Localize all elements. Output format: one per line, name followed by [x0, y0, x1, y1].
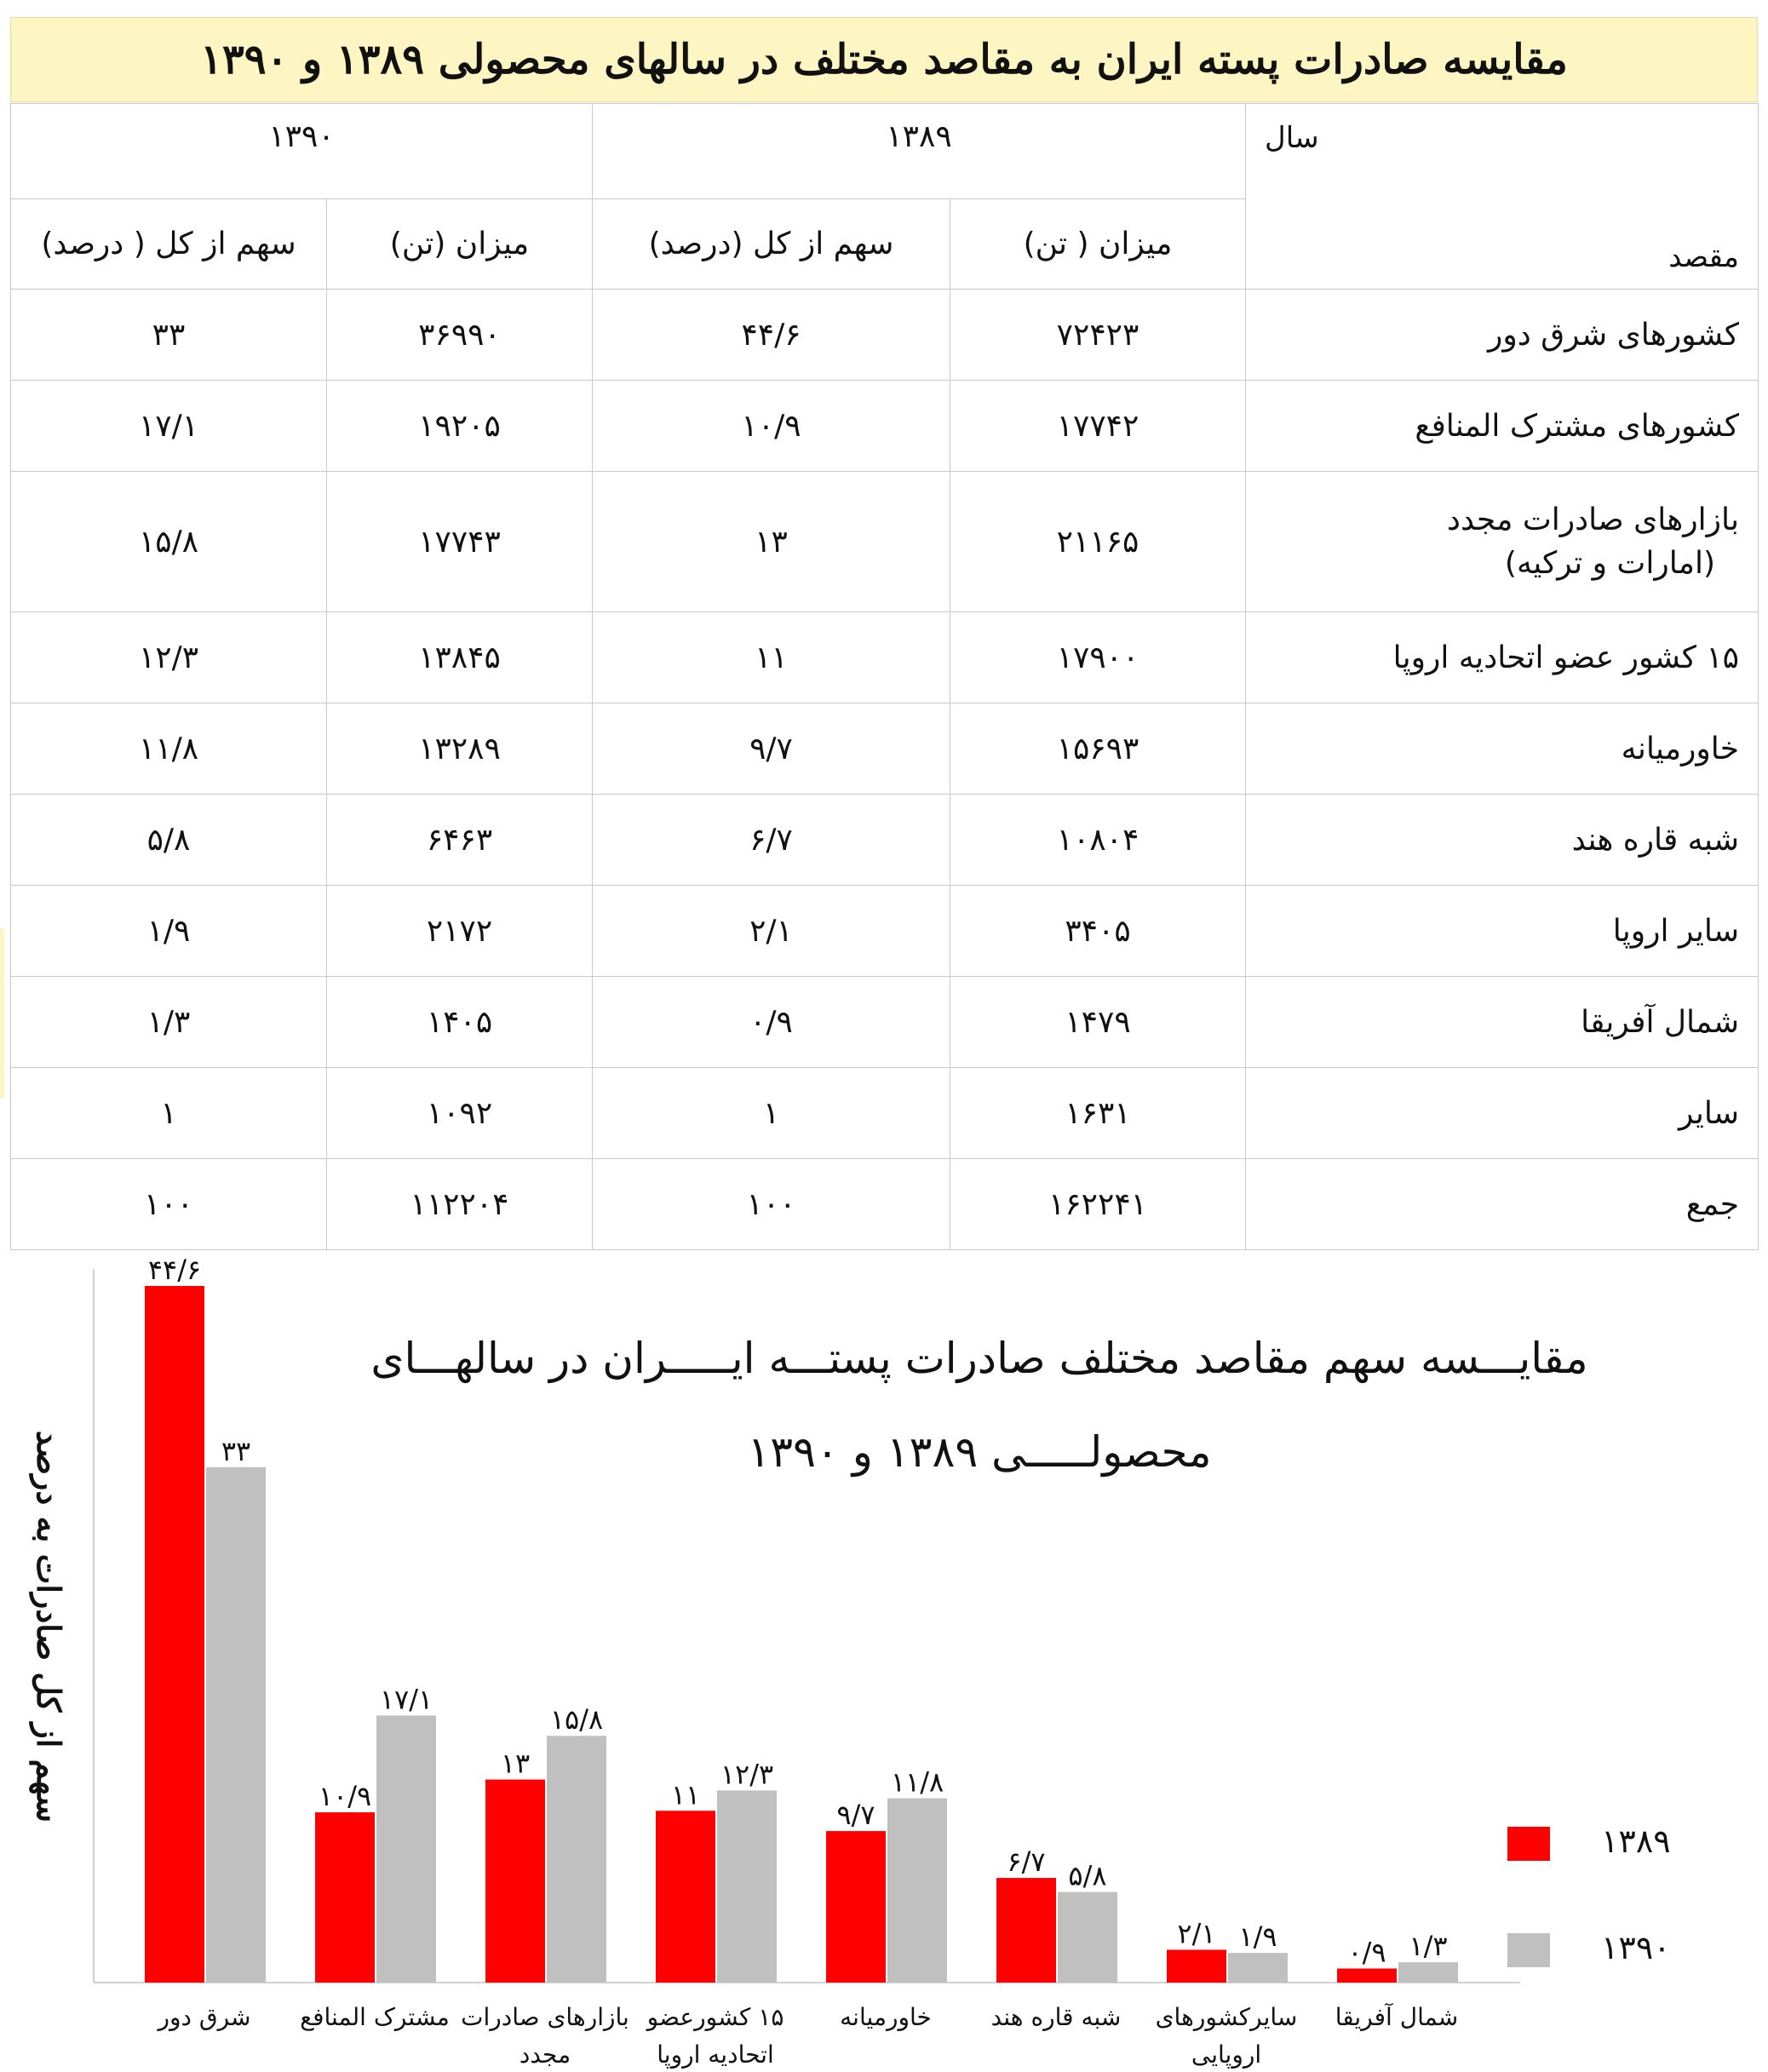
share-1389-cell: ۴۴/۶ [593, 290, 950, 381]
x-tick-label: اروپایی [1191, 2040, 1262, 2069]
amount-1389-cell: ۱۰۸۰۴ [950, 795, 1246, 886]
x-tick-label: بازارهای صادرات [461, 2003, 629, 2031]
table-row [11, 886, 1759, 977]
table-row [11, 472, 1759, 612]
header-year-label: سال [1265, 121, 1319, 155]
bar-0-0 [145, 1286, 204, 1983]
share-1389-cell: ۱ [593, 1068, 950, 1159]
share-1389-cell: ۹/۷ [593, 703, 950, 795]
destination-line-2: (امارات و ترکیه) [1504, 546, 1715, 581]
share-1389-cell: ۱۳ [593, 472, 950, 612]
bar-0-3 [656, 1811, 715, 1983]
data-label: ۶/۷ [1007, 1845, 1046, 1879]
data-label: ۱۱ [670, 1778, 701, 1811]
subheader-amount-1390: میزان (تن) [327, 199, 593, 290]
data-label: ۱۳ [500, 1747, 531, 1780]
data-label: ۱/۹ [1238, 1920, 1277, 1954]
bar-1-6 [1228, 1953, 1288, 1983]
share-1390-cell: ۱ [11, 1068, 327, 1159]
share-1389-cell: ۰/۹ [593, 977, 950, 1068]
data-label: ۱۷/۱ [379, 1683, 433, 1716]
destination-cell: سایر [1246, 1068, 1759, 1159]
share-1390-cell: ۱۰۰ [11, 1159, 327, 1250]
left-edge-marker [0, 928, 4, 1099]
data-label: ۳۳ [221, 1434, 251, 1467]
destination-line-1: بازارهای صادرات مجدد [1446, 502, 1739, 537]
x-tick-label: شمال آفریقا [1335, 2003, 1459, 2031]
destination-cell: شمال آفریقا [1246, 977, 1759, 1068]
bar-0-2 [485, 1780, 545, 1983]
share-1390-cell: ۱۲/۳ [11, 612, 327, 703]
amount-1390-cell: ۱۷۷۴۳ [327, 472, 593, 612]
table-row [11, 703, 1759, 795]
bar-0-1 [315, 1812, 375, 1983]
year-header-1390: ۱۳۹۰ [11, 104, 593, 199]
amount-1389-cell: ۷۲۴۲۳ [950, 290, 1246, 381]
destination-cell: کشورهای مشترک المنافع [1246, 381, 1759, 472]
page-title: مقایسه صادرات پسته ایران به مقاصد مختلف در سالهای محصولی ۱۳۸۹ و ۱۳۹۰ [10, 17, 1758, 102]
x-tick-label: ۱۵ کشورعضو [646, 2003, 784, 2031]
bar-1-1 [376, 1715, 436, 1983]
share-1390-cell: ۱۷/۱ [11, 381, 327, 472]
amount-1390-cell: ۶۴۶۳ [327, 795, 593, 886]
x-tick-label: خاورمیانه [840, 2003, 932, 2031]
amount-1389-cell: ۱۷۹۰۰ [950, 612, 1246, 703]
destination-cell [1246, 472, 1759, 612]
subheader-share-1390: سهم از کل ( درصد) [11, 199, 327, 290]
destination-cell: ۱۵ کشور عضو اتحادیه اروپا [1246, 612, 1759, 703]
legend-swatch-1390 [1507, 1933, 1550, 1967]
table-row [11, 290, 1759, 381]
data-label: ۱۵/۸ [549, 1703, 604, 1736]
data-label: ۹/۷ [836, 1799, 875, 1832]
share-1390-cell: ۱۵/۸ [11, 472, 327, 612]
bar-1-7 [1398, 1962, 1458, 1983]
destination-cell: سایر اروپا [1246, 886, 1759, 977]
data-label: ۰/۹ [1347, 1936, 1386, 1969]
chart-title-line-2: محصولـــــی ۱۳۸۹ و ۱۳۹۰ [747, 1427, 1212, 1477]
export-table [10, 103, 1759, 1250]
amount-1390-cell: ۳۶۹۹۰ [327, 290, 593, 381]
header-destination-label: مقصد [1668, 240, 1739, 274]
bar-1-0 [206, 1467, 266, 1983]
bar-1-5 [1058, 1892, 1117, 1983]
share-1390-cell: ۱۱/۸ [11, 703, 327, 795]
legend-swatch-1389 [1507, 1827, 1550, 1861]
share-1390-cell: ۵/۸ [11, 795, 327, 886]
x-tick-label: اتحادیه اروپا [657, 2040, 774, 2069]
destination-cell: کشورهای شرق دور [1246, 290, 1759, 381]
amount-1390-cell: ۱۳۸۴۵ [327, 612, 593, 703]
data-label: ۱۰/۹ [318, 1780, 372, 1813]
table-row [11, 1068, 1759, 1159]
legend-item-1390 [1507, 1929, 1712, 1972]
share-1389-cell: ۲/۱ [593, 886, 950, 977]
data-label: ۱۱/۸ [890, 1765, 944, 1799]
x-tick-label: شرق دور [158, 2003, 251, 2031]
amount-1390-cell: ۱۱۲۲۰۴ [327, 1159, 593, 1250]
amount-1389-cell: ۱۶۳۱ [950, 1068, 1246, 1159]
table-row [11, 1159, 1759, 1250]
x-tick-label: مجدد [519, 2040, 571, 2069]
table-row [11, 612, 1759, 703]
share-1390-cell: ۱/۹ [11, 886, 327, 977]
year-header-1389: ۱۳۸۹ [593, 104, 1246, 199]
share-1389-cell: ۱۱ [593, 612, 950, 703]
share-1390-cell: ۱/۳ [11, 977, 327, 1068]
amount-1390-cell: ۱۳۲۸۹ [327, 703, 593, 795]
x-tick-label: سایرکشورهای [1155, 2003, 1298, 2031]
table-row [11, 795, 1759, 886]
data-label: ۱۲/۳ [720, 1758, 774, 1791]
table-row [11, 381, 1759, 472]
legend-label-1389: ۱۳۸۹ [1601, 1822, 1671, 1860]
bar-1-4 [887, 1799, 947, 1983]
y-axis-label: سهم از کل صادرات به درصد [30, 1430, 68, 1823]
data-label: ۵/۸ [1068, 1859, 1107, 1892]
share-1390-cell: ۳۳ [11, 290, 327, 381]
amount-1389-cell: ۱۵۶۹۳ [950, 703, 1246, 795]
amount-1390-cell: ۱۴۰۵ [327, 977, 593, 1068]
data-label: ۲/۱ [1177, 1917, 1216, 1950]
bar-0-5 [996, 1878, 1056, 1983]
destination-cell: خاورمیانه [1246, 703, 1759, 795]
amount-1389-cell: ۱۷۷۴۲ [950, 381, 1246, 472]
legend-item-1389 [1507, 1822, 1712, 1865]
amount-1390-cell: ۱۹۲۰۵ [327, 381, 593, 472]
table-row [11, 977, 1759, 1068]
destination-cell: جمع [1246, 1159, 1759, 1250]
table-corner-header [1246, 104, 1759, 290]
bar-1-2 [547, 1736, 606, 1983]
amount-1389-cell: ۳۴۰۵ [950, 886, 1246, 977]
x-tick-label: مشترک المنافع [300, 2003, 450, 2031]
subheader-share-1389: سهم از کل (درصد) [593, 199, 950, 290]
amount-1390-cell: ۲۱۷۲ [327, 886, 593, 977]
legend-label-1390: ۱۳۹۰ [1601, 1929, 1671, 1966]
amount-1389-cell: ۲۱۱۶۵ [950, 472, 1246, 612]
x-tick-label: شبه قاره هند [990, 2003, 1122, 2031]
share-1389-cell: ۱۰/۹ [593, 381, 950, 472]
share-1389-cell: ۱۰۰ [593, 1159, 950, 1250]
amount-1389-cell: ۱۶۲۲۴۱ [950, 1159, 1246, 1250]
bar-0-4 [826, 1831, 886, 1983]
data-label: ۴۴/۶ [147, 1254, 202, 1286]
amount-1389-cell: ۱۴۷۹ [950, 977, 1246, 1068]
bar-0-6 [1167, 1949, 1226, 1983]
chart-title [290, 1312, 1669, 1499]
chart-title-line-1: مقایـــسه سهم مقاصد مختلف صادرات پستـــه ایـــــران در سالهـــای [370, 1334, 1588, 1383]
subheader-amount-1389: میزان ( تن) [950, 199, 1246, 290]
share-1389-cell: ۶/۷ [593, 795, 950, 886]
bar-1-3 [717, 1790, 777, 1983]
destination-cell: شبه قاره هند [1246, 795, 1759, 886]
bar-0-7 [1337, 1968, 1397, 1983]
amount-1390-cell: ۱۰۹۲ [327, 1068, 593, 1159]
data-label: ۱/۳ [1409, 1930, 1448, 1963]
